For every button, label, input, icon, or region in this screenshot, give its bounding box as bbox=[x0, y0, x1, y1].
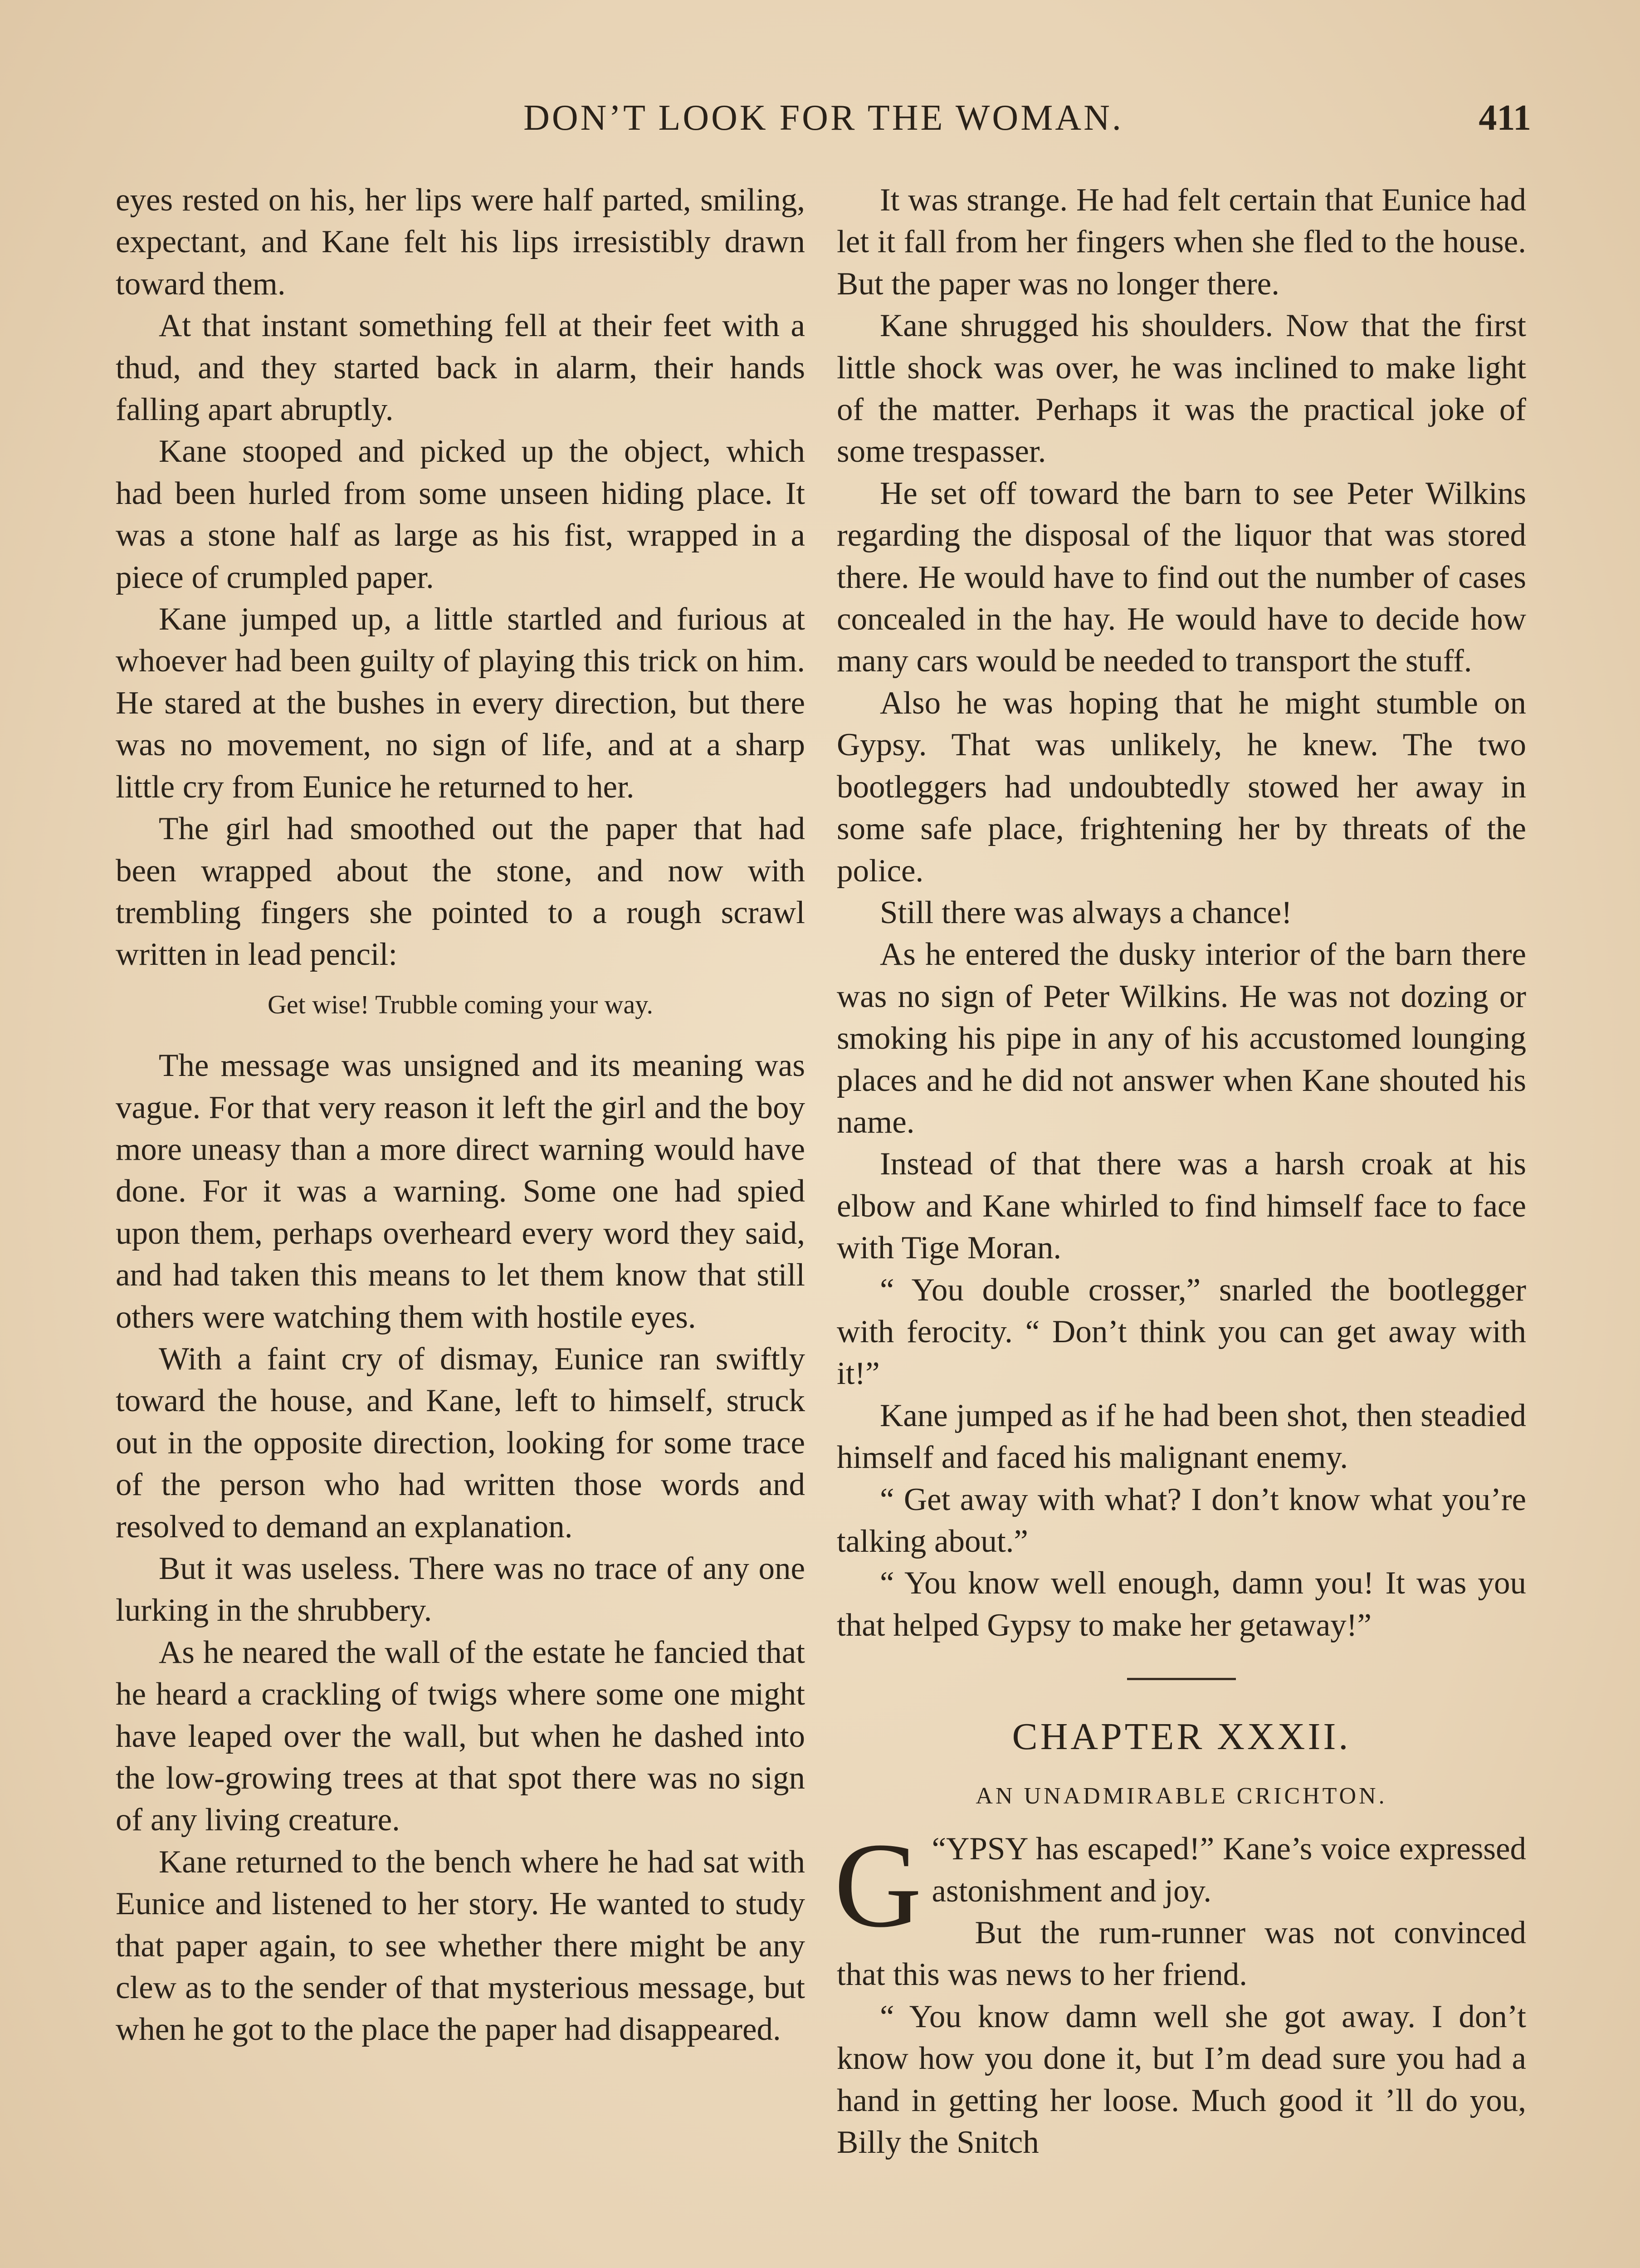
left-column bbox=[116, 179, 805, 2051]
paragraph: It was strange. He had felt certain that Eunice had let it fall from her fingers when she fled to the house. But the paper was no longer there. bbox=[837, 182, 1526, 302]
paragraph: But the rum-runner was not convinced that this was news to her friend. bbox=[837, 1915, 1526, 1993]
right-column bbox=[834, 179, 1526, 2163]
chapter-subtitle: AN UNADMIRABLE CRICHTON. bbox=[976, 1783, 1387, 1809]
paragraph: Kane shrugged his shoulders. Now that the first little shock was over, he was inclined to make light of the matter. Perhaps it was the practical joke of some trespasser. bbox=[837, 308, 1526, 469]
paragraph: Kane jumped up, a little startled and furious at whoever had been guilty of playing this trick on him. He stared at the bushes in every direction, but there was no movement, no sign of life, and at a sharp little cry from Eunice he returned to her. bbox=[116, 601, 805, 805]
paragraph: “ You double crosser,” snarled the bootlegger with ferocity. “ Don’t think you can get away with it!” bbox=[837, 1272, 1526, 1392]
section-divider bbox=[1127, 1678, 1236, 1680]
paragraph: Kane jumped as if he had been shot, then steadied himself and faced his malignant enemy. bbox=[837, 1398, 1526, 1476]
paragraph: Kane stooped and picked up the object, which had been hurled from some unseen hiding place. It was a stone half as large as his fist, wrapped in a piece of crumpled paper. bbox=[116, 434, 805, 595]
chapter-title: CHAPTER XXXII. bbox=[1012, 1716, 1351, 1758]
paragraph: Instead of that there was a harsh croak at his elbow and Kane whirled to find himself face to face with Tige Moran. bbox=[837, 1146, 1526, 1266]
paragraph: He set off toward the barn to see Peter Wilkins regarding the disposal of the liquor that was stored there. He would have to find out the number of cases concealed in the hay. He would have to decide how many cars would be needed to transport the stuff. bbox=[837, 475, 1526, 679]
running-head bbox=[116, 98, 1531, 147]
paragraph: “ Get away with what? I don’t know what you’re talking about.” bbox=[837, 1481, 1526, 1559]
paragraph: The message was unsigned and its meaning was vague. For that very reason it left the girl and the boy more uneasy than a more direct warning would have done. For it was a warning. Some one had spied upon them, perhaps overheard every word they said, and had taken this means to let them know that still others were watching them with hostile eyes. bbox=[116, 1048, 805, 1335]
page-number: 411 bbox=[1479, 98, 1531, 138]
paragraph: Also he was hoping that he might stumble on Gypsy. That was unlikely, he knew. The two bootleggers had undoubtedly stowed her away in some safe place, frightening her by threats of the police. bbox=[837, 685, 1526, 889]
paragraph: eyes rested on his, her lips were half parted, smiling, expectant, and Kane felt his lips irresistibly drawn toward them. bbox=[116, 182, 805, 302]
scrawled-message: Get wise! Trubble coming your way. bbox=[267, 989, 654, 1019]
open-quote-mark: “ bbox=[932, 1831, 947, 1867]
paragraph: At that instant something fell at their feet with a thud, and they started back in alarm, their hands falling apart abruptly. bbox=[116, 308, 805, 428]
opening-text: YPSY has escaped!” Kane’s voice expressed astonishment and joy. bbox=[932, 1831, 1526, 1909]
chapter-opening-paragraph bbox=[834, 1818, 1526, 1953]
paragraph: “ You know damn well she got away. I don’t know how you done it, but I’m dead sure you had a hand in getting her loose. Much good it ’ll do you, Billy the Snitch bbox=[837, 1999, 1526, 2160]
paragraph: The girl had smoothed out the paper that had been wrapped about the stone, and now with trembling fingers she pointed to a rough scrawl written in lead pencil: bbox=[116, 811, 805, 973]
running-title: DON’T LOOK FOR THE WOMAN. bbox=[523, 98, 1123, 138]
paragraph: But it was useless. There was no trace of any one lurking in the shrubbery. bbox=[116, 1551, 805, 1628]
paragraph: Kane returned to the bench where he had sat with Eunice and listened to her story. He wanted to study that paper again, to see whether there might be any clew as to the sender of that mysterious message, but when he got to the place the paper had disappeared. bbox=[116, 1844, 805, 2048]
drop-cap: G bbox=[834, 1818, 922, 1953]
paragraph: As he neared the wall of the estate he fancied that he heard a crackling of twigs where some one might have leaped over the wall, but when he dashed into the low-growing trees at that spot there was no sign of any living creature. bbox=[116, 1634, 805, 1838]
paragraph: Still there was always a chance! bbox=[880, 894, 1292, 930]
paragraph: As he entered the dusky interior of the barn there was no sign of Peter Wilkins. He was not dozing or smoking his pipe in any of his accustomed lounging places and he did not answer when Kane shouted his name. bbox=[837, 937, 1526, 1140]
paragraph: “ You know well enough, damn you! It was you that helped Gypsy to make her getaway!” bbox=[837, 1565, 1526, 1643]
paragraph: With a faint cry of dismay, Eunice ran swiftly toward the house, and Kane, left to himself, struck out in the opposite direction, looking for some trace of the person who had written those words and resolved to demand an explanation. bbox=[116, 1341, 805, 1545]
